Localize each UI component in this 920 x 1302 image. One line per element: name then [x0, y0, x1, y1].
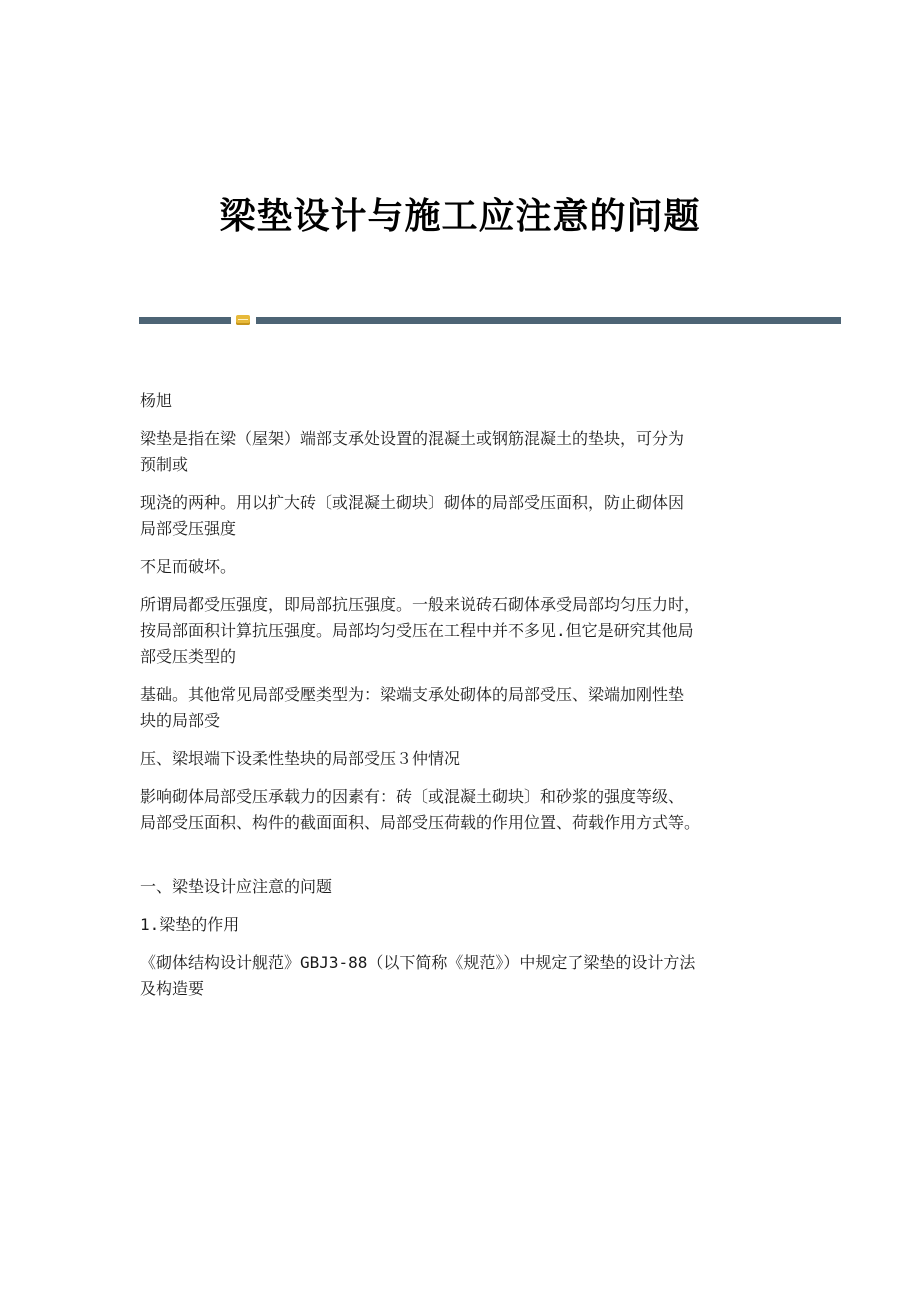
author-name: 杨旭 — [140, 391, 173, 410]
paragraph-4 — [140, 592, 790, 670]
paragraph-1 — [140, 426, 790, 478]
paragraph-5 — [140, 682, 790, 734]
divider-emblem-icon — [236, 315, 250, 325]
paragraph-line: 影响砌体局部受压承载力的因素有：砖〔或混凝土砌块〕和砂浆的强度等级、 — [140, 787, 685, 806]
divider-bar-left — [139, 317, 231, 324]
paragraph-line: 压、梁垠端下设柔性垫块的局部受压３仲情况 — [140, 749, 461, 768]
paragraph-line: 按局部面积计算抗压强度。局部均匀受压在工程中并不多见.但它是研究其他局 — [140, 621, 694, 640]
document-body — [140, 388, 790, 1014]
paragraph-3 — [140, 554, 790, 580]
paragraph-line: 及构造要 — [140, 979, 205, 998]
paragraph-line: 局部受压强度 — [140, 519, 237, 538]
paragraph-line: 现浇的两种。用以扩大砖〔或混凝土砌块〕砌体的局部受压面积，防止砌体因 — [140, 493, 685, 512]
paragraph-line: 部受压类型的 — [140, 647, 237, 666]
paragraph-line: 预制或 — [140, 455, 189, 474]
paragraph-6 — [140, 746, 790, 772]
paragraph-line: 梁垫是指在梁（屋架）端部支承处设置的混凝土或钢筋混凝土的垫块，可分为 — [140, 429, 685, 448]
subsection-heading: 1.梁垫的作用 — [140, 915, 240, 934]
paragraph-line: 块的局部受 — [140, 711, 221, 730]
section-heading: 一、梁垫设计应注意的问题 — [140, 877, 333, 896]
paragraph-2 — [140, 490, 790, 542]
title-divider — [139, 315, 841, 325]
paragraph-8 — [140, 950, 790, 1002]
paragraph-line: 基础。其他常见局部受壓类型为：梁端支承处砌体的局部受压、梁端加刚性垫 — [140, 685, 685, 704]
document-title: 梁垫设计与施工应注意的问题 — [219, 195, 701, 237]
paragraph-line: 所谓局都受压强度，即局部抗压强度。一般来说砖石砌体承受局部均匀压力时， — [140, 595, 701, 614]
paragraph-line: 不足而破坏。 — [140, 557, 237, 576]
divider-bar-right — [256, 317, 841, 324]
paragraph-line: 《砌体结构设计舰范》GBJ3-88（以下简称《规范》）中规定了梁垫的设计方法 — [140, 953, 696, 972]
paragraph-line: 局部受压面积、构件的截面面积、局部受压荷载的作用位置、荷载作用方式等。 — [140, 813, 701, 832]
paragraph-7 — [140, 784, 790, 836]
